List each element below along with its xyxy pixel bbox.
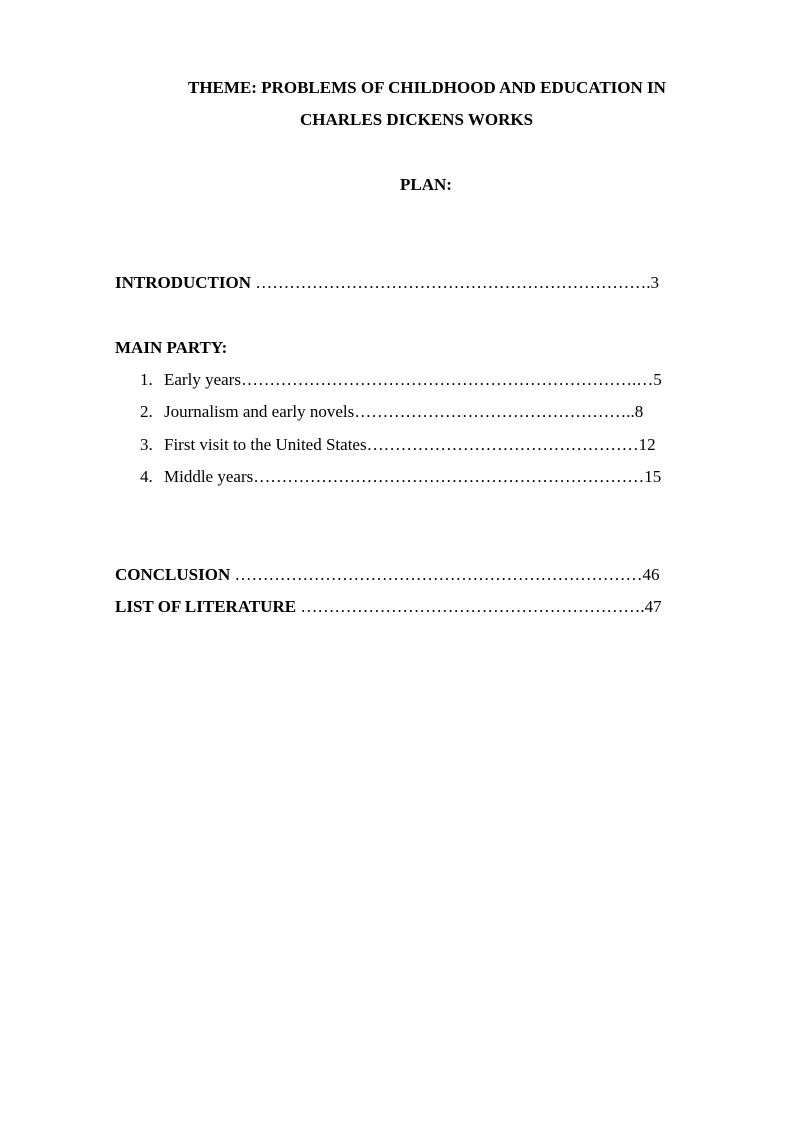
toc-item-leader: …………………………………………………………….… — [240, 370, 654, 389]
toc-introduction — [115, 273, 659, 293]
toc-item-middle-years — [140, 467, 661, 487]
toc-item-label: First visit to the United States — [164, 435, 367, 454]
toc-item-number: 1. — [140, 370, 153, 389]
toc-literature-leader: ……………………………………………………. — [296, 597, 645, 616]
toc-item-number: 2. — [140, 402, 153, 421]
toc-item-page: 8 — [634, 402, 644, 421]
toc-item-label: Journalism and early novels — [164, 402, 355, 421]
toc-item-early-years — [140, 370, 662, 390]
toc-item-page: 12 — [638, 435, 656, 454]
toc-introduction-leader: ……………………………………………………………. — [251, 273, 651, 292]
toc-introduction-page: 3 — [650, 273, 660, 292]
toc-conclusion-leader: ……………………………………………………………… — [230, 565, 643, 584]
toc-item-number: 3. — [140, 435, 153, 454]
toc-literature — [115, 597, 662, 617]
toc-conclusion — [115, 565, 660, 585]
main-party-heading: MAIN PARTY: — [115, 338, 228, 357]
toc-item-leader: ………………………………………… — [366, 435, 639, 454]
toc-conclusion-label: CONCLUSION — [115, 565, 231, 584]
toc-item-number: 4. — [140, 467, 153, 486]
toc-item-journalism — [140, 402, 643, 422]
toc-literature-label: LIST OF LITERATURE — [115, 597, 297, 616]
toc-introduction-label: INTRODUCTION — [115, 273, 252, 292]
toc-item-label: Early years — [164, 370, 241, 389]
toc-conclusion-page: 46 — [642, 565, 660, 584]
toc-item-leader: …………………………………………………………… — [253, 467, 645, 486]
toc-item-page: 5 — [653, 370, 662, 389]
toc-item-label: Middle years — [164, 467, 254, 486]
toc-item-page: 15 — [644, 467, 662, 486]
toc-item-leader: ………………………………………….. — [354, 402, 635, 421]
plan-heading: PLAN: — [400, 175, 452, 194]
toc-item-first-visit — [140, 435, 656, 455]
toc-literature-page: 47 — [644, 597, 662, 616]
theme-title-line-1: THEME: PROBLEMS OF CHILDHOOD AND EDUCATION IN — [188, 78, 666, 97]
theme-title-line-2: CHARLES DICKENS WORKS — [300, 110, 534, 129]
